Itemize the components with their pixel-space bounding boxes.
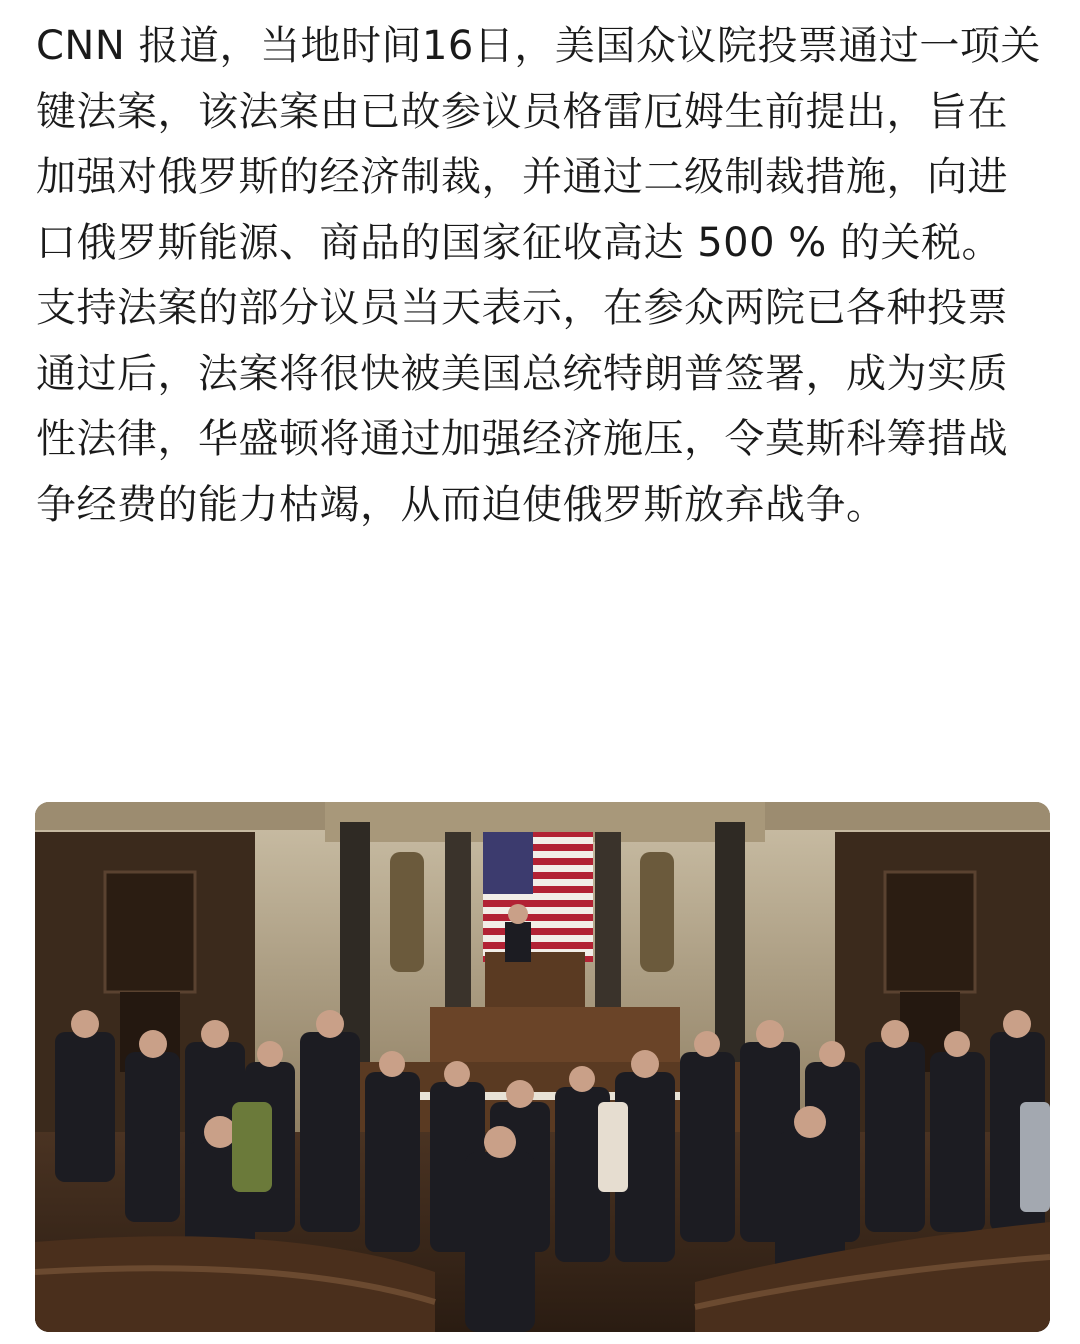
post-paragraph-1: CNN 报道，当地时间16日，美国众议院投票通过一项关键法案，该法案由已故参议员格雷厄姆生前提出，旨在加强对俄罗斯的经济制裁，并通过二级制裁措施，向进口俄罗斯能源、商品的国家征收高达 500 % 的关税。: [36, 23, 1041, 266]
speaker-rostrum: [485, 952, 585, 1012]
american-flag: [483, 832, 593, 962]
post-text: [36, 14, 1046, 538]
house-chamber-photo: [35, 802, 1050, 1332]
post-photo[interactable]: [35, 802, 1050, 1332]
post-paragraph-2: 支持法案的部分议员当天表示，在参众两院已各种投票通过后，法案将很快被美国总统特朗普签署，成为实质性法律，华盛顿将通过加强经济施压，令莫斯科筹措战争经费的能力枯竭，从而迫使俄罗斯放弃战争。: [36, 285, 1008, 528]
